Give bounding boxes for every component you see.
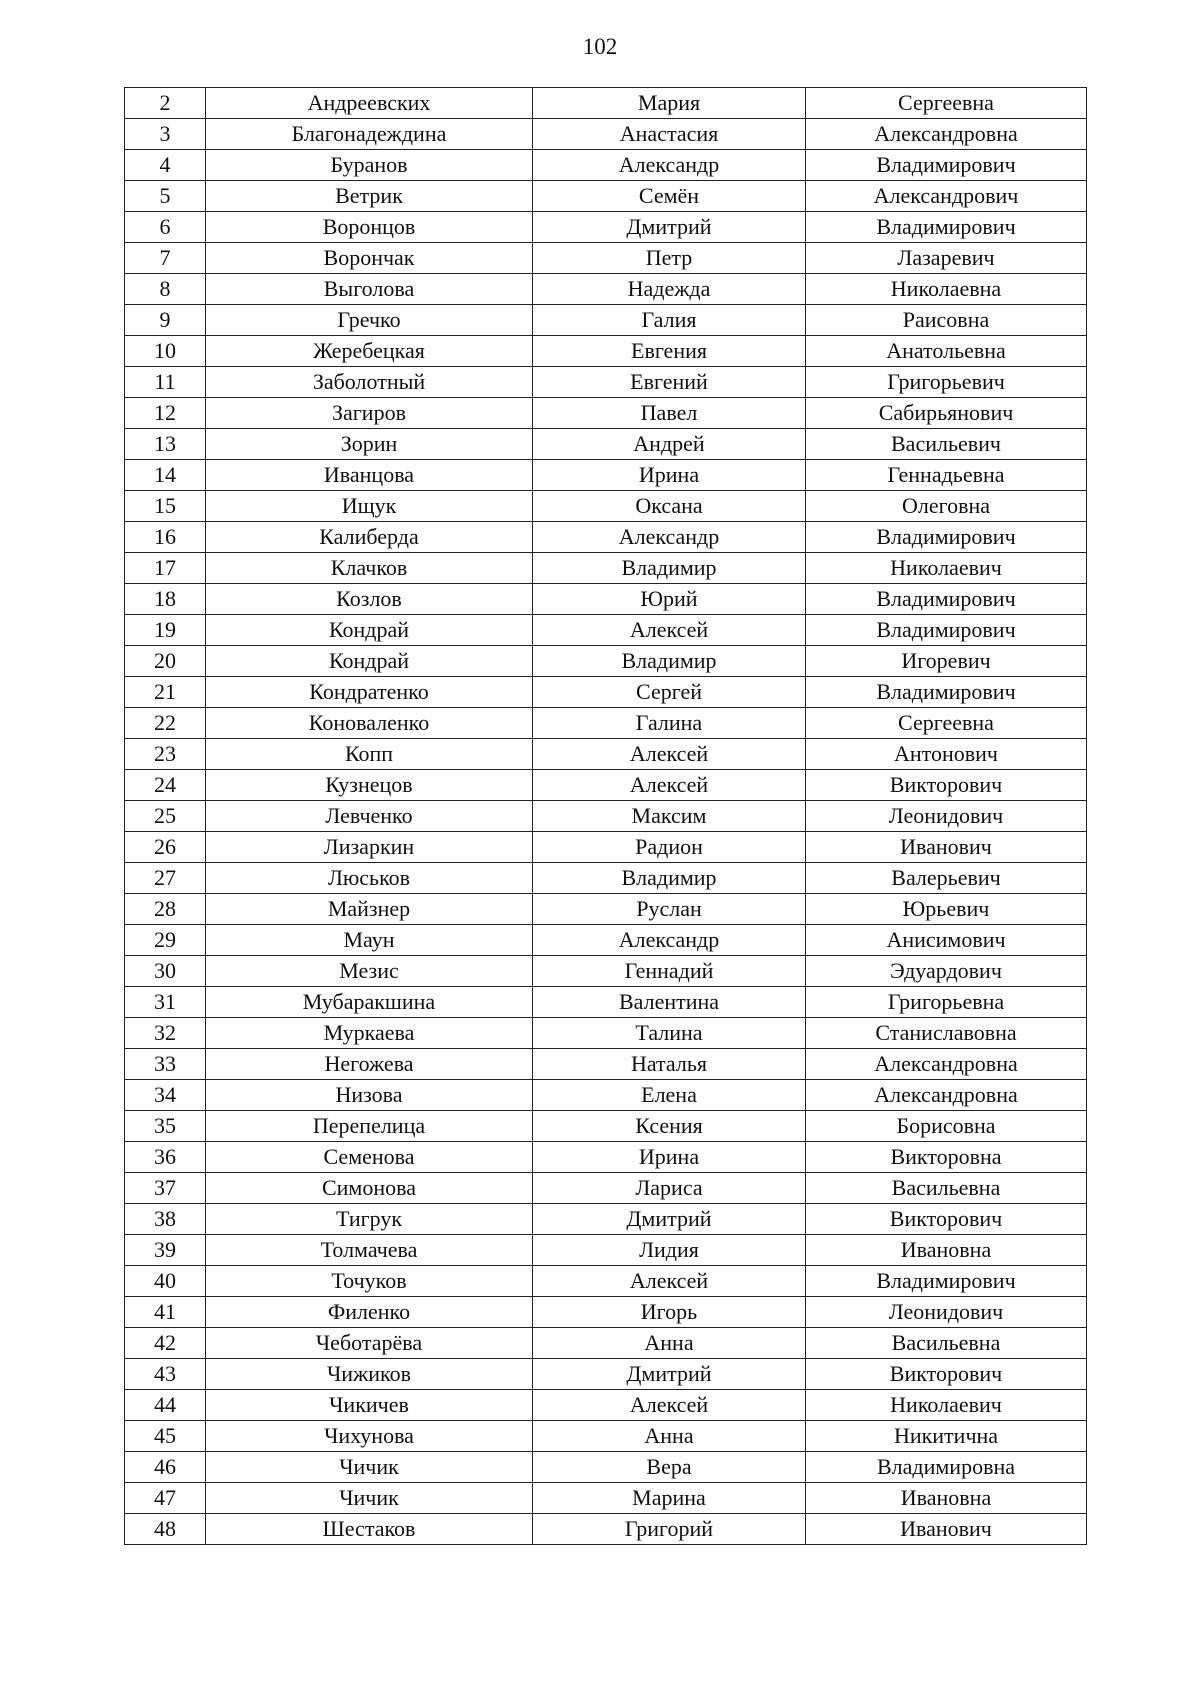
row-number-cell: 35	[125, 1111, 206, 1142]
patronymic-cell: Иванович	[806, 1514, 1087, 1545]
first-name-cell: Павел	[533, 398, 806, 429]
row-number-cell: 39	[125, 1235, 206, 1266]
patronymic-cell: Григорьевич	[806, 367, 1087, 398]
table-row	[125, 1359, 1087, 1390]
last-name-cell: Ищук	[206, 491, 533, 522]
patronymic-cell: Леонидович	[806, 1297, 1087, 1328]
patronymic-cell: Антонович	[806, 739, 1087, 770]
first-name-cell: Дмитрий	[533, 1359, 806, 1390]
table-row	[125, 1452, 1087, 1483]
first-name-cell: Александр	[533, 150, 806, 181]
first-name-cell: Григорий	[533, 1514, 806, 1545]
table-row	[125, 770, 1087, 801]
row-number-cell: 38	[125, 1204, 206, 1235]
first-name-cell: Надежда	[533, 274, 806, 305]
patronymic-cell: Николаевич	[806, 553, 1087, 584]
patronymic-cell: Юрьевич	[806, 894, 1087, 925]
first-name-cell: Владимир	[533, 646, 806, 677]
patronymic-cell: Сергеевна	[806, 708, 1087, 739]
patronymic-cell: Владимирович	[806, 615, 1087, 646]
first-name-cell: Радион	[533, 832, 806, 863]
last-name-cell: Филенко	[206, 1297, 533, 1328]
table-row	[125, 584, 1087, 615]
last-name-cell: Воронцов	[206, 212, 533, 243]
first-name-cell: Алексей	[533, 615, 806, 646]
last-name-cell: Гречко	[206, 305, 533, 336]
last-name-cell: Буранов	[206, 150, 533, 181]
patronymic-cell: Викторович	[806, 1359, 1087, 1390]
table-row	[125, 1328, 1087, 1359]
patronymic-cell: Ивановна	[806, 1235, 1087, 1266]
row-number-cell: 14	[125, 460, 206, 491]
patronymic-cell: Олеговна	[806, 491, 1087, 522]
patronymic-cell: Александрович	[806, 181, 1087, 212]
table-row	[125, 1390, 1087, 1421]
first-name-cell: Руслан	[533, 894, 806, 925]
patronymic-cell: Сабирьянович	[806, 398, 1087, 429]
row-number-cell: 40	[125, 1266, 206, 1297]
patronymic-cell: Викторович	[806, 1204, 1087, 1235]
row-number-cell: 41	[125, 1297, 206, 1328]
first-name-cell: Вера	[533, 1452, 806, 1483]
row-number-cell: 9	[125, 305, 206, 336]
row-number-cell: 6	[125, 212, 206, 243]
row-number-cell: 46	[125, 1452, 206, 1483]
patronymic-cell: Сергеевна	[806, 88, 1087, 119]
table-row	[125, 1080, 1087, 1111]
patronymic-cell: Владимирович	[806, 212, 1087, 243]
table-row	[125, 615, 1087, 646]
first-name-cell: Семён	[533, 181, 806, 212]
row-number-cell: 17	[125, 553, 206, 584]
table-row	[125, 801, 1087, 832]
last-name-cell: Негожева	[206, 1049, 533, 1080]
last-name-cell: Мезис	[206, 956, 533, 987]
first-name-cell: Галина	[533, 708, 806, 739]
last-name-cell: Андреевских	[206, 88, 533, 119]
patronymic-cell: Никитична	[806, 1421, 1087, 1452]
patronymic-cell: Игоревич	[806, 646, 1087, 677]
patronymic-cell: Ивановна	[806, 1483, 1087, 1514]
last-name-cell: Кондрай	[206, 646, 533, 677]
first-name-cell: Мария	[533, 88, 806, 119]
first-name-cell: Наталья	[533, 1049, 806, 1080]
patronymic-cell: Геннадьевна	[806, 460, 1087, 491]
table-row	[125, 1018, 1087, 1049]
patronymic-cell: Анатольевна	[806, 336, 1087, 367]
last-name-cell: Чеботарёва	[206, 1328, 533, 1359]
patronymic-cell: Васильевна	[806, 1173, 1087, 1204]
last-name-cell: Точуков	[206, 1266, 533, 1297]
last-name-cell: Чижиков	[206, 1359, 533, 1390]
patronymic-cell: Александровна	[806, 119, 1087, 150]
last-name-cell: Толмачева	[206, 1235, 533, 1266]
first-name-cell: Алексей	[533, 1390, 806, 1421]
table-row	[125, 553, 1087, 584]
last-name-cell: Выголова	[206, 274, 533, 305]
last-name-cell: Кузнецов	[206, 770, 533, 801]
patronymic-cell: Раисовна	[806, 305, 1087, 336]
table-row	[125, 956, 1087, 987]
row-number-cell: 44	[125, 1390, 206, 1421]
row-number-cell: 2	[125, 88, 206, 119]
table-row	[125, 646, 1087, 677]
row-number-cell: 11	[125, 367, 206, 398]
row-number-cell: 47	[125, 1483, 206, 1514]
last-name-cell: Чихунова	[206, 1421, 533, 1452]
row-number-cell: 7	[125, 243, 206, 274]
last-name-cell: Загиров	[206, 398, 533, 429]
first-name-cell: Ирина	[533, 460, 806, 491]
first-name-cell: Алексей	[533, 739, 806, 770]
last-name-cell: Люськов	[206, 863, 533, 894]
patronymic-cell: Александровна	[806, 1080, 1087, 1111]
first-name-cell: Максим	[533, 801, 806, 832]
first-name-cell: Анна	[533, 1328, 806, 1359]
patronymic-cell: Викторовна	[806, 1142, 1087, 1173]
patronymic-cell: Владимирович	[806, 677, 1087, 708]
first-name-cell: Алексей	[533, 1266, 806, 1297]
row-number-cell: 5	[125, 181, 206, 212]
row-number-cell: 29	[125, 925, 206, 956]
first-name-cell: Сергей	[533, 677, 806, 708]
table-row	[125, 181, 1087, 212]
first-name-cell: Евгения	[533, 336, 806, 367]
last-name-cell: Кондрай	[206, 615, 533, 646]
first-name-cell: Елена	[533, 1080, 806, 1111]
last-name-cell: Чичик	[206, 1483, 533, 1514]
first-name-cell: Лидия	[533, 1235, 806, 1266]
row-number-cell: 48	[125, 1514, 206, 1545]
last-name-cell: Коноваленко	[206, 708, 533, 739]
first-name-cell: Валентина	[533, 987, 806, 1018]
first-name-cell: Анна	[533, 1421, 806, 1452]
row-number-cell: 24	[125, 770, 206, 801]
last-name-cell: Маун	[206, 925, 533, 956]
first-name-cell: Игорь	[533, 1297, 806, 1328]
row-number-cell: 22	[125, 708, 206, 739]
patronymic-cell: Викторович	[806, 770, 1087, 801]
row-number-cell: 18	[125, 584, 206, 615]
last-name-cell: Низова	[206, 1080, 533, 1111]
first-name-cell: Алексей	[533, 770, 806, 801]
patronymic-cell: Леонидович	[806, 801, 1087, 832]
patronymic-cell: Лазаревич	[806, 243, 1087, 274]
first-name-cell: Ирина	[533, 1142, 806, 1173]
names-table	[124, 87, 1087, 1545]
row-number-cell: 20	[125, 646, 206, 677]
table-row	[125, 708, 1087, 739]
first-name-cell: Марина	[533, 1483, 806, 1514]
patronymic-cell: Васильевна	[806, 1328, 1087, 1359]
first-name-cell: Галия	[533, 305, 806, 336]
table-row	[125, 212, 1087, 243]
table-row	[125, 460, 1087, 491]
first-name-cell: Геннадий	[533, 956, 806, 987]
last-name-cell: Заболотный	[206, 367, 533, 398]
patronymic-cell: Николаевна	[806, 274, 1087, 305]
table-row	[125, 832, 1087, 863]
row-number-cell: 25	[125, 801, 206, 832]
first-name-cell: Владимир	[533, 553, 806, 584]
patronymic-cell: Владимирович	[806, 522, 1087, 553]
last-name-cell: Майзнер	[206, 894, 533, 925]
last-name-cell: Левченко	[206, 801, 533, 832]
row-number-cell: 31	[125, 987, 206, 1018]
table-row	[125, 863, 1087, 894]
last-name-cell: Клачков	[206, 553, 533, 584]
table-row	[125, 305, 1087, 336]
patronymic-cell: Александровна	[806, 1049, 1087, 1080]
row-number-cell: 37	[125, 1173, 206, 1204]
table-row	[125, 1173, 1087, 1204]
table-row	[125, 88, 1087, 119]
row-number-cell: 30	[125, 956, 206, 987]
first-name-cell: Анастасия	[533, 119, 806, 150]
last-name-cell: Муркаева	[206, 1018, 533, 1049]
last-name-cell: Кондратенко	[206, 677, 533, 708]
first-name-cell: Александр	[533, 522, 806, 553]
patronymic-cell: Владимирович	[806, 1266, 1087, 1297]
row-number-cell: 42	[125, 1328, 206, 1359]
table-row	[125, 491, 1087, 522]
last-name-cell: Мубаракшина	[206, 987, 533, 1018]
last-name-cell: Тигрук	[206, 1204, 533, 1235]
table-row	[125, 1111, 1087, 1142]
last-name-cell: Ветрик	[206, 181, 533, 212]
table-row	[125, 894, 1087, 925]
table-row	[125, 398, 1087, 429]
patronymic-cell: Станиславовна	[806, 1018, 1087, 1049]
first-name-cell: Дмитрий	[533, 212, 806, 243]
table-row	[125, 677, 1087, 708]
first-name-cell: Ксения	[533, 1111, 806, 1142]
table-row	[125, 1266, 1087, 1297]
table-row	[125, 119, 1087, 150]
last-name-cell: Козлов	[206, 584, 533, 615]
table-row	[125, 1514, 1087, 1545]
row-number-cell: 23	[125, 739, 206, 770]
row-number-cell: 12	[125, 398, 206, 429]
row-number-cell: 45	[125, 1421, 206, 1452]
first-name-cell: Лариса	[533, 1173, 806, 1204]
patronymic-cell: Эдуардович	[806, 956, 1087, 987]
table-row	[125, 150, 1087, 181]
last-name-cell: Зорин	[206, 429, 533, 460]
patronymic-cell: Борисовна	[806, 1111, 1087, 1142]
first-name-cell: Евгений	[533, 367, 806, 398]
patronymic-cell: Григорьевна	[806, 987, 1087, 1018]
first-name-cell: Дмитрий	[533, 1204, 806, 1235]
row-number-cell: 43	[125, 1359, 206, 1390]
patronymic-cell: Владимирович	[806, 150, 1087, 181]
row-number-cell: 34	[125, 1080, 206, 1111]
first-name-cell: Талина	[533, 1018, 806, 1049]
table-row	[125, 429, 1087, 460]
last-name-cell: Жеребецкая	[206, 336, 533, 367]
table-row	[125, 1297, 1087, 1328]
table-row	[125, 987, 1087, 1018]
patronymic-cell: Николаевич	[806, 1390, 1087, 1421]
patronymic-cell: Иванович	[806, 832, 1087, 863]
row-number-cell: 3	[125, 119, 206, 150]
row-number-cell: 36	[125, 1142, 206, 1173]
row-number-cell: 16	[125, 522, 206, 553]
table-row	[125, 243, 1087, 274]
row-number-cell: 32	[125, 1018, 206, 1049]
first-name-cell: Владимир	[533, 863, 806, 894]
last-name-cell: Чичик	[206, 1452, 533, 1483]
patronymic-cell: Васильевич	[806, 429, 1087, 460]
row-number-cell: 8	[125, 274, 206, 305]
patronymic-cell: Анисимович	[806, 925, 1087, 956]
row-number-cell: 15	[125, 491, 206, 522]
table-row	[125, 1142, 1087, 1173]
last-name-cell: Ворончак	[206, 243, 533, 274]
row-number-cell: 10	[125, 336, 206, 367]
page-number: 102	[582, 34, 618, 59]
table-row	[125, 1235, 1087, 1266]
table-row	[125, 522, 1087, 553]
first-name-cell: Александр	[533, 925, 806, 956]
row-number-cell: 33	[125, 1049, 206, 1080]
last-name-cell: Чикичев	[206, 1390, 533, 1421]
names-table-body	[125, 88, 1087, 1545]
last-name-cell: Шестаков	[206, 1514, 533, 1545]
first-name-cell: Андрей	[533, 429, 806, 460]
table-row	[125, 739, 1087, 770]
table-row	[125, 1204, 1087, 1235]
patronymic-cell: Валерьевич	[806, 863, 1087, 894]
patronymic-cell: Владимирович	[806, 584, 1087, 615]
table-row	[125, 1049, 1087, 1080]
row-number-cell: 26	[125, 832, 206, 863]
last-name-cell: Калиберда	[206, 522, 533, 553]
last-name-cell: Симонова	[206, 1173, 533, 1204]
last-name-cell: Семенова	[206, 1142, 533, 1173]
last-name-cell: Копп	[206, 739, 533, 770]
first-name-cell: Оксана	[533, 491, 806, 522]
table-row	[125, 1421, 1087, 1452]
table-row	[125, 925, 1087, 956]
table-row	[125, 336, 1087, 367]
row-number-cell: 4	[125, 150, 206, 181]
last-name-cell: Благонадеждина	[206, 119, 533, 150]
table-row	[125, 274, 1087, 305]
last-name-cell: Лизаркин	[206, 832, 533, 863]
row-number-cell: 19	[125, 615, 206, 646]
row-number-cell: 27	[125, 863, 206, 894]
row-number-cell: 21	[125, 677, 206, 708]
table-row	[125, 367, 1087, 398]
first-name-cell: Юрий	[533, 584, 806, 615]
row-number-cell: 13	[125, 429, 206, 460]
patronymic-cell: Владимировна	[806, 1452, 1087, 1483]
last-name-cell: Перепелица	[206, 1111, 533, 1142]
table-row	[125, 1483, 1087, 1514]
row-number-cell: 28	[125, 894, 206, 925]
first-name-cell: Петр	[533, 243, 806, 274]
last-name-cell: Иванцова	[206, 460, 533, 491]
